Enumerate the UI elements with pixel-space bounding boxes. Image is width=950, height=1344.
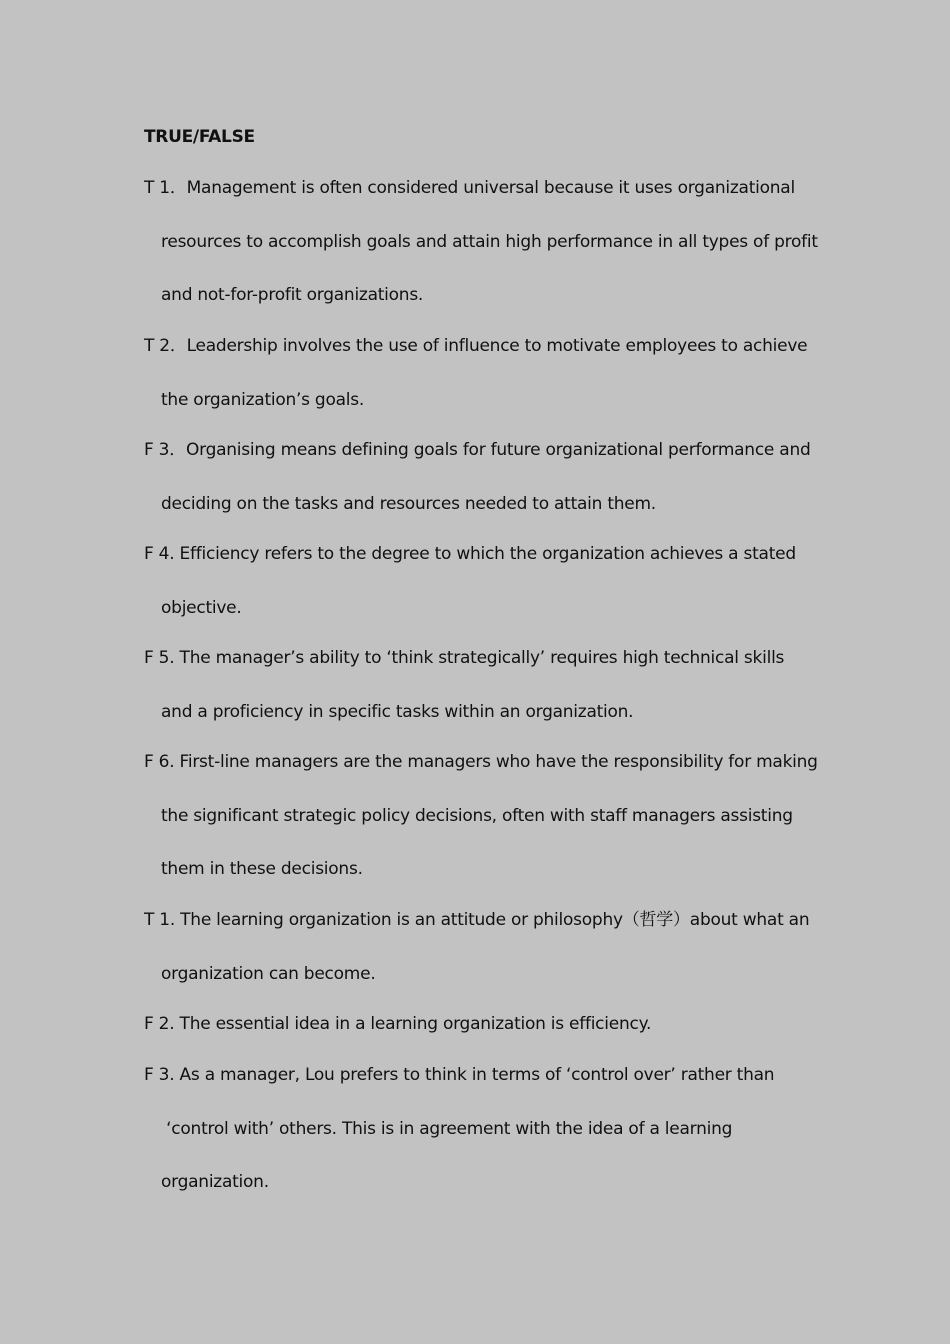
question-line: F 6. First-line managers are the managers who have the responsibility for making xyxy=(144,752,818,772)
section-heading: TRUE/FALSE xyxy=(144,127,255,147)
question-line: F 2. The essential idea in a learning organization is efficiency. xyxy=(144,1014,652,1034)
question-line: objective. xyxy=(161,597,242,618)
question-item xyxy=(144,908,824,986)
question-line: deciding on the tasks and resources needed to attain them. xyxy=(161,493,656,514)
question-line: resources to accomplish goals and attain high performance in all types of profit xyxy=(161,231,818,252)
question-line: the significant strategic policy decisions, often with staff managers assisting xyxy=(161,805,793,826)
question-line: and not-for-profit organizations. xyxy=(161,285,424,305)
question-line: organization can become. xyxy=(161,963,376,984)
question-line: F 3．Organising means defining goals for future organizational performance and xyxy=(144,440,811,460)
question-item xyxy=(144,542,824,620)
question-line: ‘control with’ others. This is in agreement with the idea of a learning xyxy=(161,1118,733,1139)
question-line: organization. xyxy=(161,1172,269,1192)
question-line: T 1．Management is often considered universal because it uses organizational xyxy=(144,178,795,198)
question-line: them in these decisions. xyxy=(161,859,363,879)
question-line: T 1. The learning organization is an attitude or philosophy（哲学）about what an xyxy=(144,910,810,930)
question-item xyxy=(144,1063,824,1194)
question-line: the organization’s goals. xyxy=(161,389,365,410)
question-item xyxy=(144,438,824,516)
question-line: and a proficiency in specific tasks within an organization. xyxy=(161,701,634,722)
question-item xyxy=(144,1012,824,1036)
question-line: F 3. As a manager, Lou prefers to think in terms of ‘control over’ rather than xyxy=(144,1065,775,1085)
question-line: F 5. The manager’s ability to ‘think strategically’ requires high technical skills xyxy=(144,648,785,668)
question-item xyxy=(144,750,824,881)
question-item xyxy=(144,334,824,412)
question-item xyxy=(144,176,824,307)
question-item xyxy=(144,646,824,724)
question-line: F 4. Efficiency refers to the degree to which the organization achieves a stated xyxy=(144,544,796,564)
question-line: T 2．Leadership involves the use of influence to motivate employees to achieve xyxy=(144,336,808,356)
